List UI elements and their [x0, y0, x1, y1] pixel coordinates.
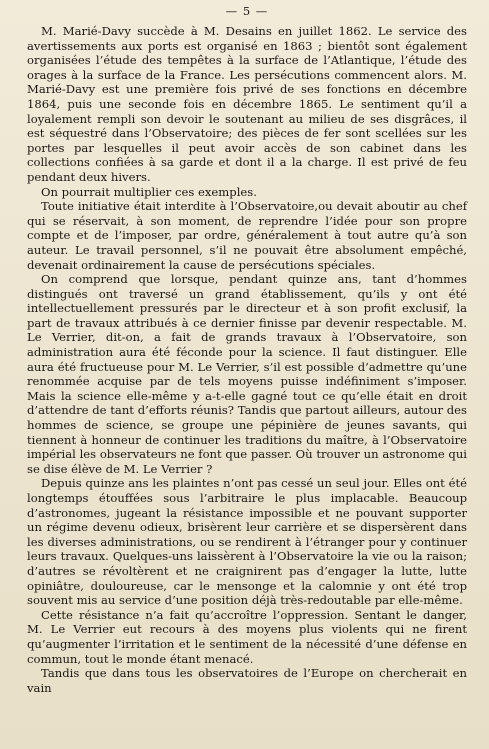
paragraph-3: Toute initiative était interdite à l’Observatoire,ou devait aboutir au chef qui se réservait, à son moment, de reprendre l’idée pour son propre compte et de l’imposer, par ordre, généralement à tout autre qu’à son auteur. Le travail personnel, s’il ne pouvait être absolument empêché, devenait ordinairement la cause de persécutions spéciales. — [27, 199, 467, 272]
page-number: — 5 — — [225, 4, 269, 18]
paragraph-2: On pourrait multiplier ces exemples. — [41, 184, 257, 199]
paragraph-1: M. Marié-Davy succède à M. Desains en juillet 1862. Le service des avertissements aux ports est organisé en 1863 ; bientôt sont également organisées l’étude des tempêtes à la surface de l’Atlantique, l’étude des orages à la surface de la France. Les persécutions commencent alors. M. Marié-Davy est une première fois privé de ses fonctions en décembre 1864, puis une seconde fois en décembre 1865. Le sentiment qu’il a loyalement rempli son devoir le soutenant au milieu de ses disgrâces, il est séquestré dans l’Observatoire; des pièces de fer sont scellées sur les portes par lesquelles il peut avoir accès de son cabinet dans les collections confiées à sa garde et dont il a la charge. Il est privé de feu pendant deux hivers. — [27, 24, 467, 184]
paragraph-7: Tandis que dans tous les observatoires de l’Europe on chercherait en vain — [27, 666, 467, 695]
paragraph-6: Cette résistance n’a fait qu’accroître l’oppression. Sentant le danger, M. Le Verrier eut recours à des moyens plus violents qui ne firent qu’augmenter l’irritation et le sentiment de la nécessité d’une défense en commun, tout le monde étant menacé. — [27, 607, 467, 666]
paragraph-5: Depuis quinze ans les plaintes n’ont pas cessé un seul jour. Elles ont été longtemps étouffées sous l’arbitraire le plus implacable. Beaucoup d’astronomes, jugeant la résistance impossible et ne pouvant supporter un régime devenu odieux, brisèrent leur carrière et se dispersèrent dans les diverses administrations, ou se rendirent à l’étranger pour y continuer leurs travaux. Quelques-uns laissèrent à l’Observatoire la vie ou la raison; d’autres se révoltèrent et ne craignirent pas d’engager la lutte, lutte opiniâtre, douloureuse, car le mensonge et la calomnie y ont été trop souvent mis au service d’une position déjà très-redoutable par elle-même. — [27, 476, 467, 608]
paragraph-4: On comprend que lorsque, pendant quinze ans, tant d’hommes distingués ont traversé un grand établissement, qu’ils y ont été intellectuellement pressurés par le directeur et à son profit exclusif, la part de travaux attribués à ce dernier finisse par devenir respectable. M. Le Verrier, dit-on, a fait de grands travaux à l’Observatoire, son administration aura été féconde pour la science. Il faut distinguer. Elle aura été fructueuse pour M. Le Verrier, s’il est possible d’admettre qu’une renommée acquise par de tels moyens puisse indéfiniment s’imposer. Mais la science elle-même y a-t-elle gagné tout ce qu’elle était en droit d’attendre de tant d’efforts réunis? Tandis que partout ailleurs, autour des hommes de science, se groupe une pépinière de jeunes savants, qui tiennent à honneur de continuer les traditions du maître, à l’Observatoire impérial les observateurs ne font que passer. Où trouver un astronome qui se dise élève de M. Le Verrier ? — [27, 272, 467, 476]
